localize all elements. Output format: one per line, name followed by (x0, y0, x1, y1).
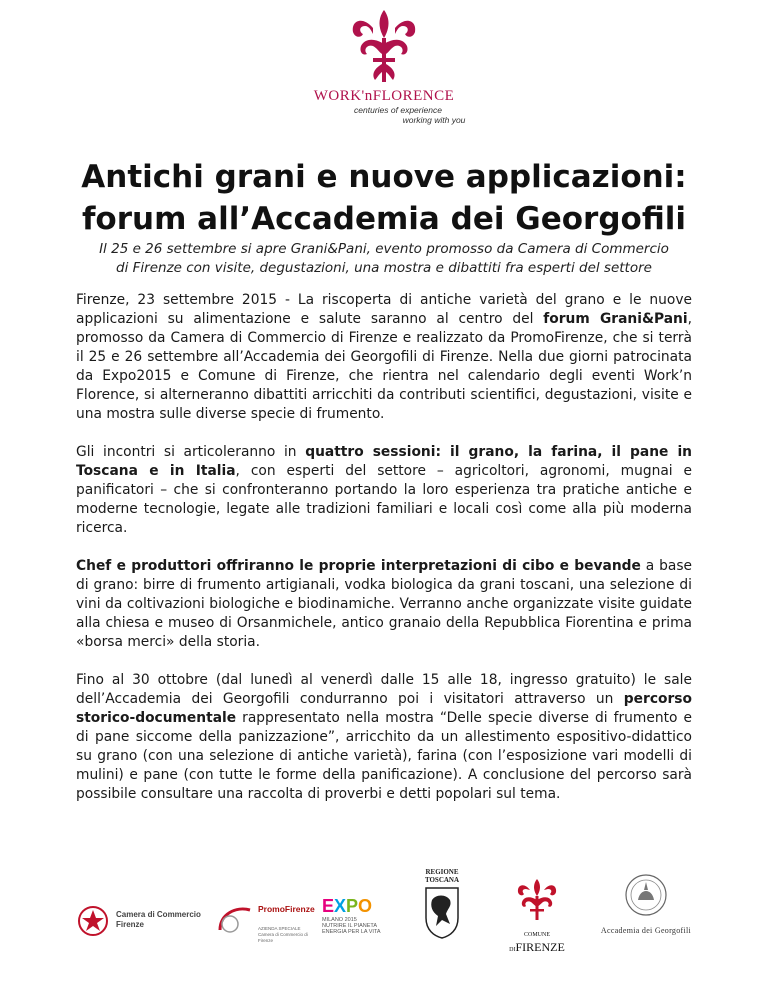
cciaa-line-2: Firenze (116, 920, 145, 929)
paragraph-3 (76, 557, 692, 652)
promo-small-1: AZIENDA SPECIALE (258, 926, 301, 931)
title-line-1: Antichi grani e nuove applicazioni: (81, 159, 687, 195)
promo-small-2: Camera di Commercio di Firenze (258, 932, 308, 943)
paragraph-1 (76, 291, 692, 424)
subtitle-line-1: Il 25 e 26 settembre si apre Grani&Pani, evento promosso da Camera di Commercio (99, 241, 669, 257)
cciaa-line-1: Camera di Commercio (116, 910, 201, 919)
camera-di-commercio-logo (76, 904, 226, 938)
p1-text-a: Firenze, 23 settembre 2015 - La riscoperta di antiche varietà del grano e le nuove applicazioni su alimentazione e salute saranno al centro del (76, 292, 692, 327)
tagline-line-1: centuries of experience (354, 105, 442, 115)
accademia-georgofili-logo (586, 872, 706, 942)
sponsor-logos (66, 868, 706, 954)
expo-letter-e: E (322, 896, 335, 916)
expo-sub-1: MILANO 2015 (322, 917, 357, 923)
header (0, 8, 768, 125)
p1-text-c: , promosso da Camera di Commercio di Firenze e realizzato da PromoFirenze, che si terrà il 25 e 26 settembre all’Accademia dei Georgofili di Firenze. Nella due giorni patrocinata da Expo2015 e Comune di Firenze, che rientra nel calendario degli eventi Work’n Florence, si alterneranno dibattiti arricchiti da contributi scientifici, degustazioni, visite e una mostra sulle diverse specie di frumento. (76, 311, 692, 422)
p2-bold: quattro sessioni: il grano, la farina, il pane in Toscana e in Italia (76, 444, 692, 479)
comune-wordmark (502, 926, 572, 956)
toscana-line-2: TOSCANA (424, 876, 460, 884)
p2-text-c: , con esperti del settore – agricoltori, agronomi, mugnai e panificatori – che si confronteranno portando la loro esperienza tra pratiche antiche e moderne tecnologie, legate alle tradizioni familiari e locali così come alla più moderna ricerca. (76, 463, 692, 536)
comune-di-label: COMUNE (523, 932, 550, 938)
expo-letter-o: O (358, 896, 373, 916)
paragraph-4 (76, 671, 692, 804)
promofirenze-logo (214, 902, 324, 942)
brand-logotype (0, 88, 768, 105)
expo-wordmark (322, 896, 390, 917)
subtitle (60, 240, 708, 278)
title-line-2: forum all’Accademia dei Georgofili (81, 201, 687, 237)
p4-text-c: rappresentato nella mostra “Delle specie diverse di frumento e di pane siccome della panizzazione”, arricchito da un allestimento espositivo-didattico su grano (con una selezione di antiche varietà), farina (con l’esposizione vari modelli di mulini) e pane (con tutte le forme della panificazione). A conclusione del percorso sarà possibile consultare una raccolta di proverbi e detti popolari sul tema. (76, 710, 692, 802)
accademia-seal-icon (622, 872, 670, 918)
promofirenze-name: PromoFirenze (258, 904, 315, 914)
brand-tagline (0, 105, 768, 125)
accademia-name: Accademia dei Georgofili (600, 926, 692, 935)
comune-di2-label: DI (509, 947, 516, 953)
florentine-lily-icon (349, 8, 419, 86)
brand-main: WORK'n (313, 88, 373, 104)
toscana-line-1: REGIONE (425, 868, 459, 876)
tagline-line-2: working with you (402, 115, 466, 125)
cciaa-emblem-icon (76, 904, 110, 938)
regione-toscana-logo (420, 868, 464, 948)
expo-sub-3: ENERGIA PER LA VITA (322, 929, 381, 935)
comune-di-firenze-logo (502, 878, 572, 954)
article-body (76, 291, 692, 823)
expo-sub-2: NUTRIRE IL PIANETA (322, 923, 378, 929)
promofirenze-emblem-icon (214, 902, 254, 936)
comune-city: FIRENZE (515, 940, 565, 954)
brand-city: FLORENCE (372, 88, 455, 104)
paragraph-2 (76, 443, 692, 538)
p3-text-c: a base di grano: birre di frumento artigianali, vodka biologica da grani toscani, una selezione di vini da coltivazioni biologiche e biodinamiche. Verranno anche organizzate visite guidate alla chiesa e museo di Orsanmichele, antico granaio della Repubblica Fiorentina e prima «borsa merci» della storia. (76, 558, 692, 650)
p1-bold: forum Grani&Pani (543, 311, 688, 327)
page-title (0, 156, 768, 240)
p3-bold: Chef e produttori offriranno le proprie interpretazioni di cibo e bevande (76, 558, 641, 574)
toscana-shield-icon (422, 884, 462, 940)
expo-2015-logo (322, 896, 390, 946)
expo-letter-x: X (334, 896, 347, 916)
p2-text-a: Gli incontri si articoleranno in (76, 444, 306, 460)
subtitle-line-2: di Firenze con visite, degustazioni, una mostra e dibattiti fra esperti del settore (116, 260, 652, 276)
p4-text-a: Fino al 30 ottobre (dal lunedì al venerdì dalle 15 alle 18, ingresso gratuito) le sale dell’Accademia dei Georgofili condurranno poi i visitatori attraverso un (76, 672, 692, 707)
expo-letter-p: P (346, 896, 359, 916)
p4-bold: percorso storico-documentale (76, 691, 692, 726)
comune-lily-icon (516, 878, 558, 922)
